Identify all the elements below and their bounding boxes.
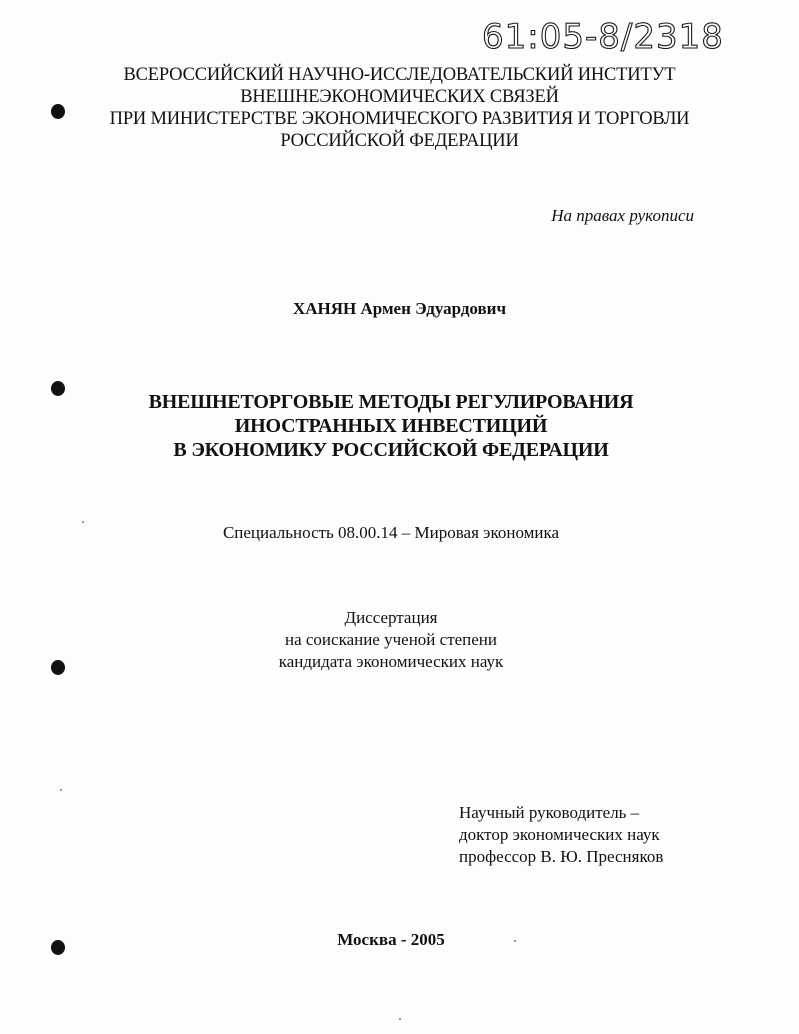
archive-handwritten-mark (478, 10, 728, 60)
advisor-block (459, 802, 663, 868)
degree-line: кандидата экономических наук (278, 652, 504, 671)
degree-block (0, 607, 782, 673)
institute-line: ВНЕШНЕЭКОНОМИЧЕСКИХ СВЯЗЕЙ (240, 87, 559, 107)
advisor-line: профессор В. Ю. Пресняков (459, 847, 664, 866)
title-line: ИНОСТРАННЫХ ИНВЕСТИЦИЙ (234, 415, 548, 437)
city-year: Москва - 2005 (337, 930, 445, 949)
specialty-line: Специальность 08.00.14 – Мировая экономика (222, 523, 560, 542)
advisor-line: Научный руководитель – (459, 803, 640, 822)
archive-mark-text: 61:05-8/2318 (482, 17, 724, 57)
institute-line: РОССИЙСКОЙ ФЕДЕРАЦИИ (280, 131, 519, 151)
degree-line: на соискание ученой степени (284, 630, 498, 649)
title-line: В ЭКОНОМИКУ РОССИЙСКОЙ ФЕДЕРАЦИИ (173, 439, 609, 461)
degree-line: Диссертация (344, 608, 438, 627)
dissertation-title (0, 390, 782, 462)
title-line: ВНЕШНЕТОРГОВЫЕ МЕТОДЫ РЕГУЛИРОВАНИЯ (148, 391, 634, 413)
scan-speck (399, 1018, 401, 1020)
author-name: ХАНЯН Армен Эдуардович (292, 299, 507, 318)
institute-line: ПРИ МИНИСТЕРСТВЕ ЭКОНОМИЧЕСКОГО РАЗВИТИЯ И ТОРГОВЛИ (109, 109, 690, 129)
scan-speck (60, 789, 62, 791)
advisor-line: доктор экономических наук (459, 825, 660, 844)
institute-header (0, 64, 799, 152)
manuscript-note: На правах рукописи (551, 206, 694, 225)
institute-line: ВСЕРОССИЙСКИЙ НАУЧНО-ИССЛЕДОВАТЕЛЬСКИЙ ИНСТИТУТ (123, 65, 676, 85)
